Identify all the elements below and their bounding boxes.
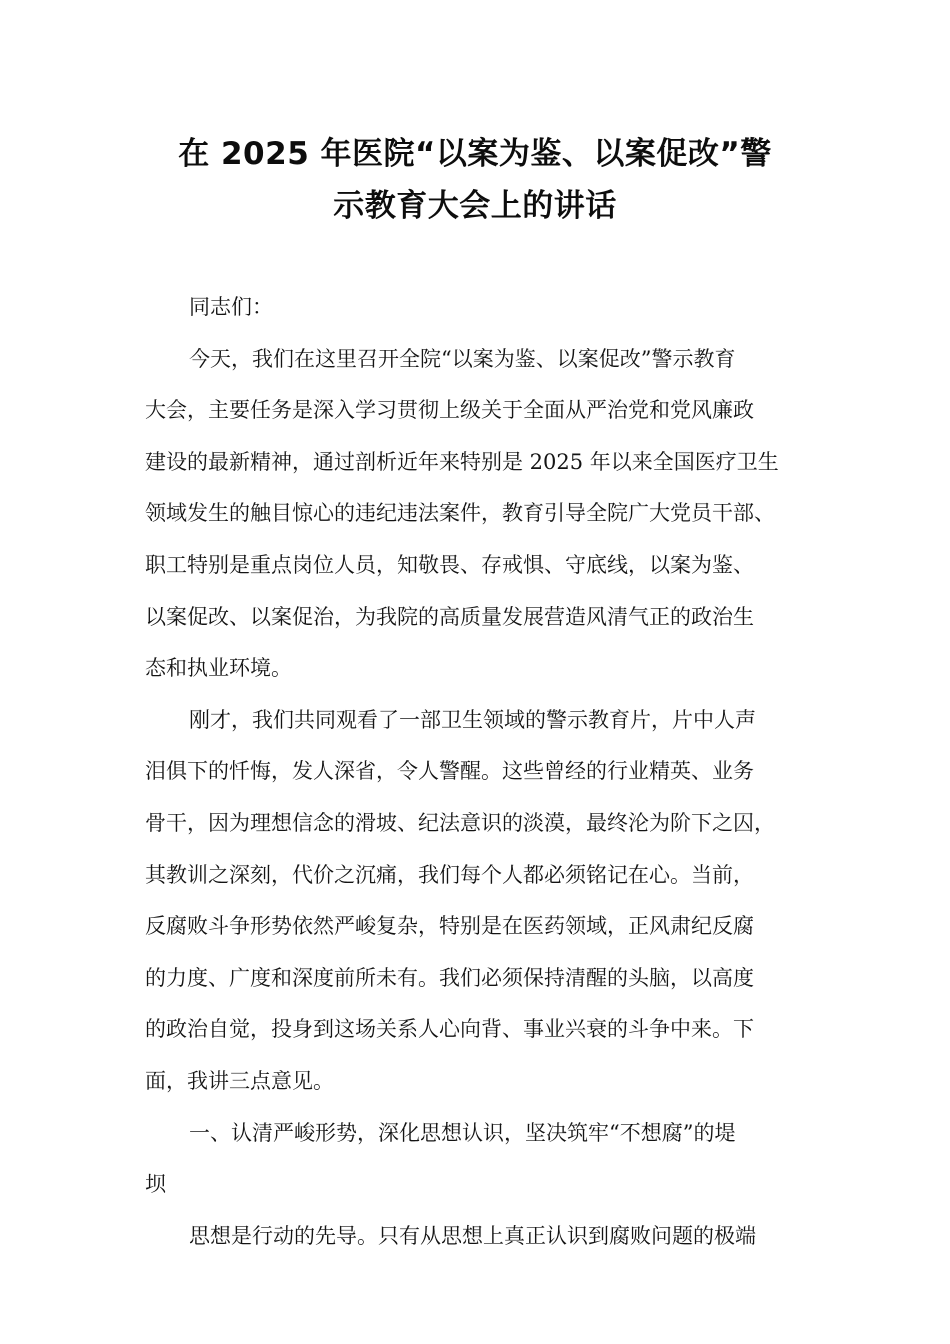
paragraph-line: 的力度、广度和深度前所未有。我们必须保持清醒的头脑，以高度 <box>145 965 754 990</box>
paragraph-line: 职工特别是重点岗位人员，知敬畏、存戒惧、守底线，以案为鉴、 <box>145 552 754 577</box>
paragraph-line: 大会，主要任务是深入学习贯彻上级关于全面从严治党和党风廉政 <box>145 398 754 423</box>
paragraph-line: 其教训之深刻，代价之沉痛，我们每个人都必须铭记在心。当前， <box>145 862 754 887</box>
paragraph-opening <box>145 334 825 695</box>
section-heading-1 <box>145 1108 825 1211</box>
paragraph-line: 建设的最新精神，通过剖析近年来特别是 2025 年以来全国医疗卫生 <box>145 449 779 474</box>
paragraph-line: 思想是行动的先导。只有从思想上真正认识到腐败问题的极端 <box>189 1223 756 1248</box>
document-title <box>120 128 830 232</box>
paragraph-line: 以案促改、以案促治，为我院的高质量发展营造风清气正的政治生 <box>145 604 754 629</box>
title-line-2: 示教育大会上的讲话 <box>333 188 617 224</box>
paragraph-line: 泪俱下的忏悔，发人深省，令人警醒。这些曾经的行业精英、业务 <box>145 759 754 784</box>
paragraph-line: 面，我讲三点意见。 <box>145 1068 334 1093</box>
paragraph-warning-film <box>145 695 825 1108</box>
heading-line: 坝 <box>145 1172 166 1197</box>
paragraph-line: 刚才，我们共同观看了一部卫生领域的警示教育片，片中人声 <box>189 707 756 732</box>
paragraph-section-1 <box>145 1211 825 1263</box>
salutation: 同志们： <box>189 295 273 319</box>
paragraph-line: 态和执业环境。 <box>145 656 292 681</box>
heading-line: 一、认清严峻形势，深化思想认识，坚决筑牢“不想腐”的堤 <box>189 1120 736 1145</box>
document-body <box>145 282 825 1262</box>
title-line-1: 在 2025 年医院“以案为鉴、以案促改”警 <box>178 136 772 172</box>
paragraph-line: 的政治自觉，投身到这场关系人心向背、事业兴衰的斗争中来。下 <box>145 1017 754 1042</box>
paragraph-line: 领域发生的触目惊心的违纪违法案件，教育引导全院广大党员干部、 <box>145 501 775 526</box>
paragraph-line: 反腐败斗争形势依然严峻复杂，特别是在医药领域，正风肃纪反腐 <box>145 914 754 939</box>
paragraph-line: 骨干，因为理想信念的滑坡、纪法意识的淡漠，最终沦为阶下之囚， <box>145 810 775 835</box>
paragraph-line: 今天，我们在这里召开全院“以案为鉴、以案促改”警示教育 <box>189 346 736 371</box>
